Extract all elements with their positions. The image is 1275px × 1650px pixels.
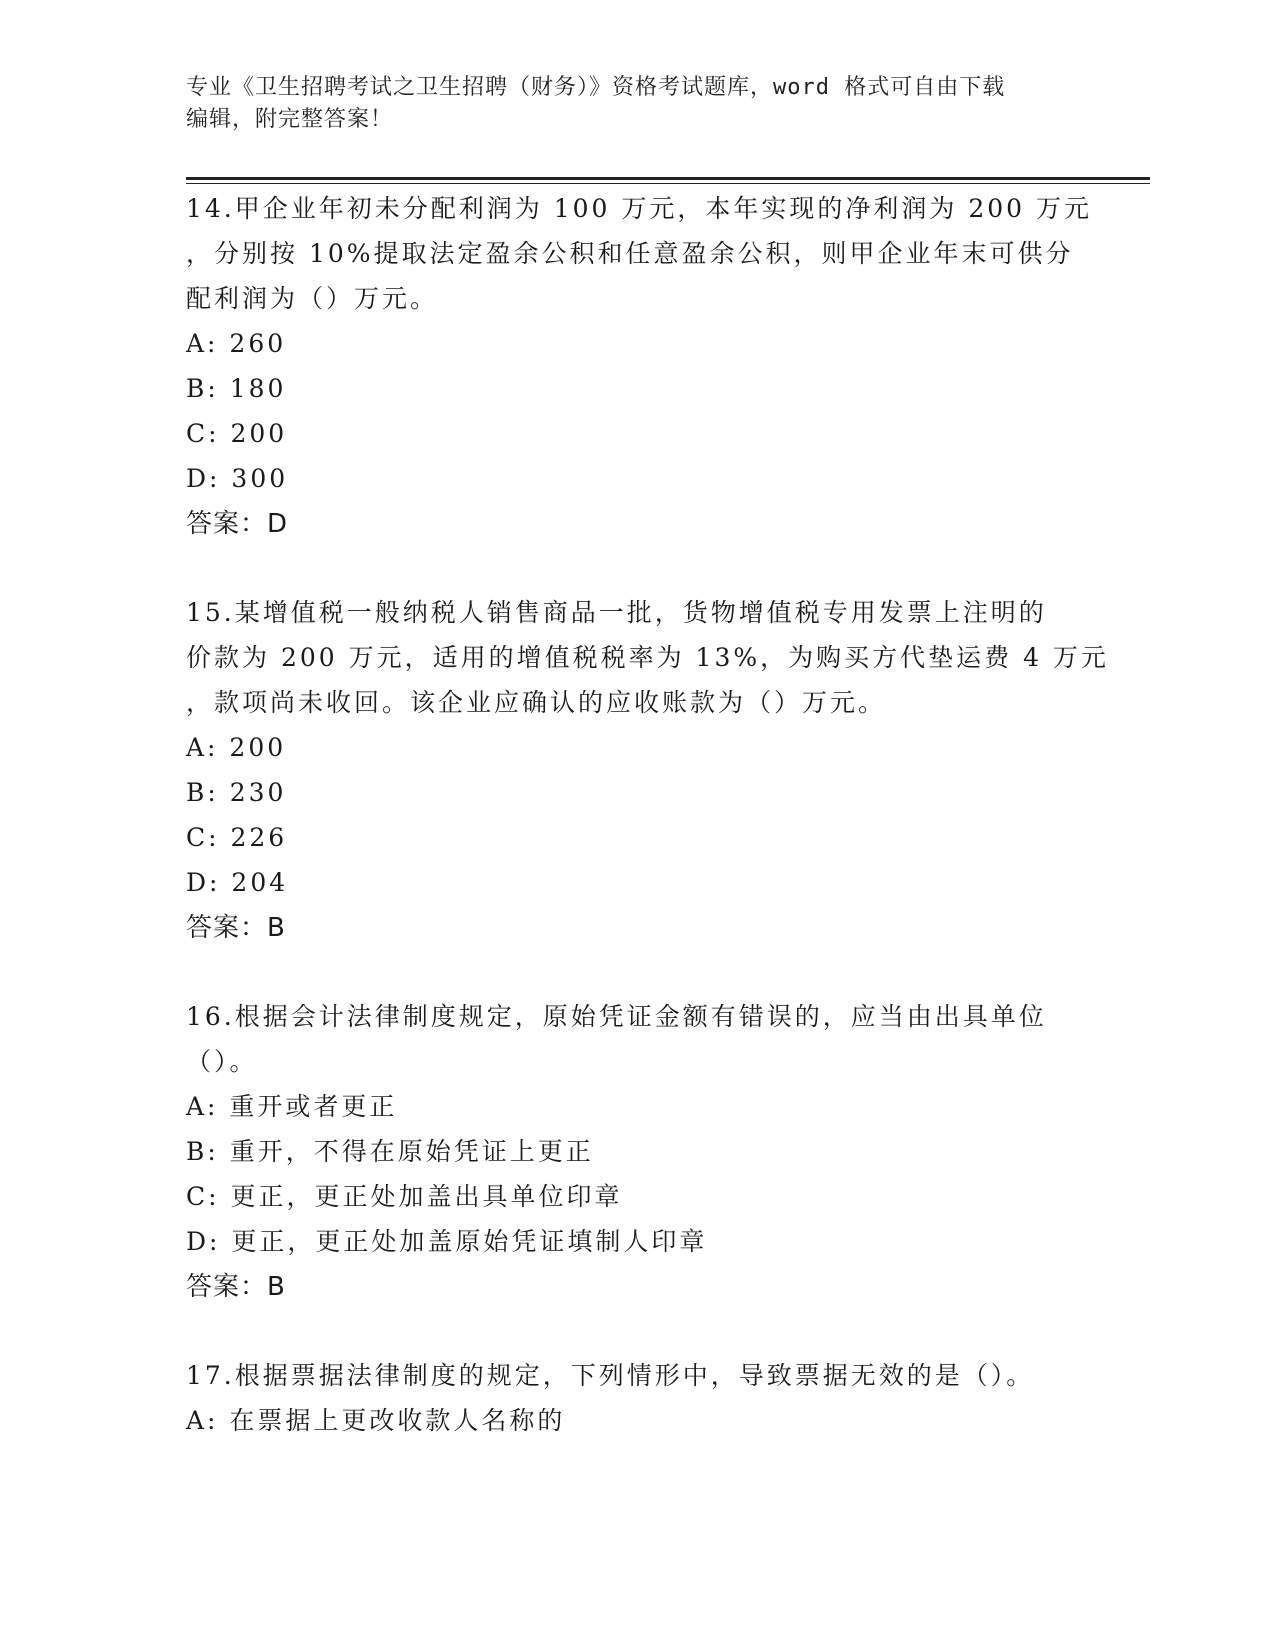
question-16 [186,994,1086,1310]
question-text-line: （）。 [186,1047,258,1076]
question-text-line: 价款为 200 万元，适用的增值税税率为 13%，为购买方代垫运费 4 万元 [186,643,1109,672]
option-a: A: 200 [186,733,287,762]
header-line-2: 编辑，附完整答案！ [186,107,394,132]
header-divider-thick [186,177,1150,180]
answer-label: 答案：D [186,509,289,539]
option-b: B: 230 [186,778,287,807]
option-c: C: 200 [186,419,288,448]
header-line-1: 专业《卫生招聘考试之卫生招聘（财务）》资格考试题库，word 格式可自由下载 [186,75,1006,100]
question-15 [186,590,1109,951]
question-17 [186,1353,1086,1443]
question-text-line: ，款项尚未收回。该企业应确认的应收账款为（）万元。 [186,688,887,717]
option-b: B: 180 [186,374,287,403]
answer-label: 答案：B [186,913,286,943]
header-divider-thin [186,183,1150,184]
option-a: A: 在票据上更改收款人名称的 [186,1406,566,1435]
question-14 [186,186,1092,547]
option-b: B: 重开，不得在原始凭证上更正 [186,1137,594,1166]
question-text-line: 16.根据会计法律制度规定，原始凭证金额有错误的，应当由出具单位 [186,1002,1047,1031]
option-d: D: 204 [186,868,289,897]
option-a: A: 重开或者更正 [186,1092,398,1121]
option-d: D: 更正，更正处加盖原始凭证填制人印章 [186,1227,708,1256]
option-c: C: 更正，更正处加盖出具单位印章 [186,1182,623,1211]
document-header [186,72,1086,136]
question-text-line: 14.甲企业年初未分配利润为 100 万元，本年实现的净利润为 200 万元 [186,194,1092,223]
option-d: D: 300 [186,464,289,493]
question-text-line: 15.某增值税一般纳税人销售商品一批，货物增值税专用发票上注明的 [186,598,1047,627]
option-c: C: 226 [186,823,288,852]
answer-label: 答案：B [186,1272,286,1302]
option-a: A: 260 [186,329,287,358]
question-text-line: 配利润为（）万元。 [186,284,439,313]
question-text-line: ，分别按 10%提取法定盈余公积和任意盈余公积，则甲企业年末可供分 [186,239,1074,268]
question-text-line: 17.根据票据法律制度的规定，下列情形中，导致票据无效的是（）。 [186,1361,1035,1390]
